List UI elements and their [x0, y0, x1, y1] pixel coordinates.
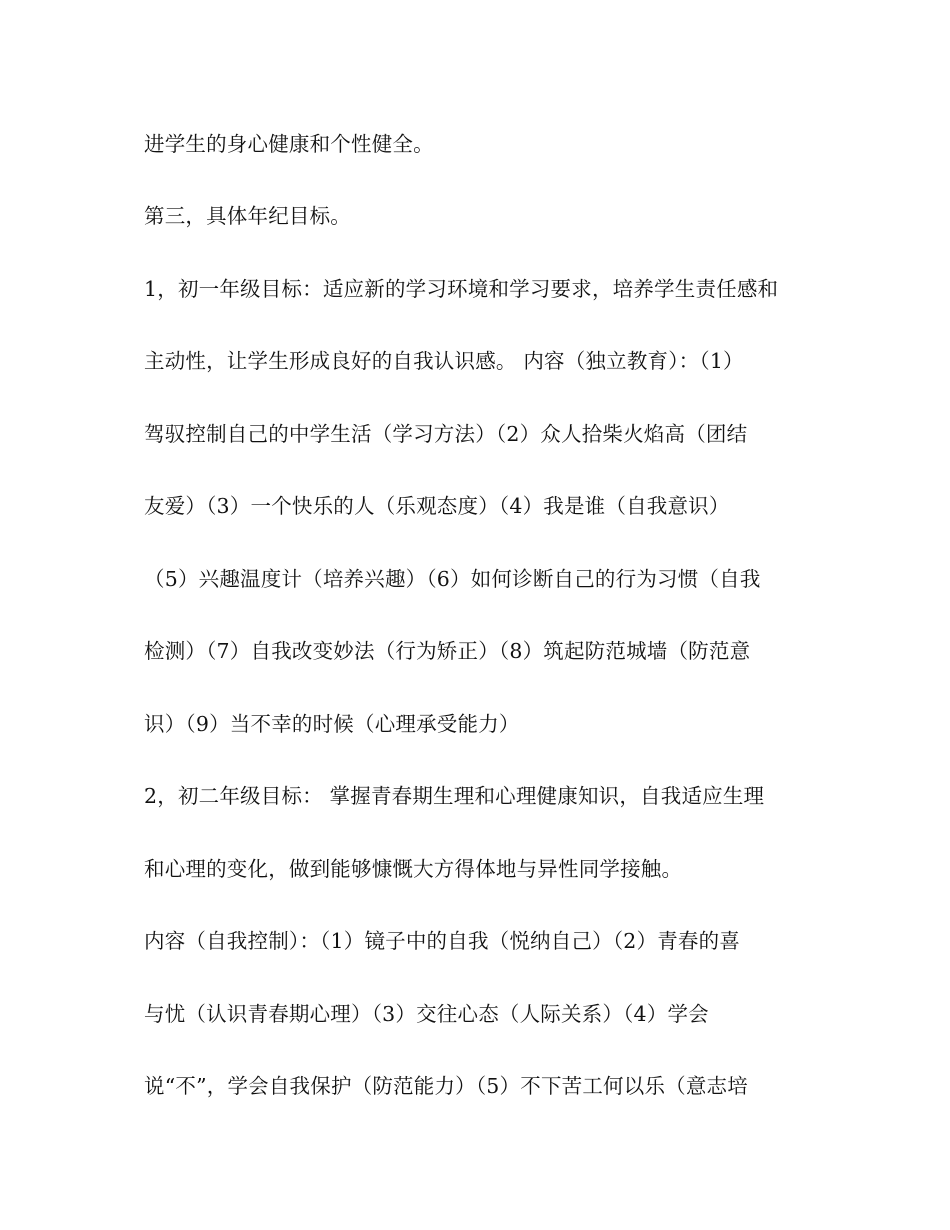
text-line: （5）兴趣温度计（培养兴趣）（6）如何诊断自己的行为习惯（自我: [144, 567, 761, 591]
text-line: 识）（9）当不幸的时候（心理承受能力）: [144, 712, 520, 736]
text-line: 检测）（7）自我改变妙法（行为矫正）（8）筑起防范城墙（防范意: [144, 639, 751, 663]
text-line: 主动性，让学生形成良好的自我认识感。 内容（独立教育）：（1）: [144, 349, 744, 373]
text-line: 内容（自我控制）：（1）镜子中的自我（悦纳自己）（2）青春的喜: [144, 929, 741, 953]
text-line: 进学生的身心健康和个性健全。: [144, 132, 434, 156]
text-line: 2，初二年级目标： 掌握青春期生理和心理健康知识，自我适应生理: [144, 784, 765, 808]
text-line: 友爱）（3）一个快乐的人（乐观态度）（4）我是谁（自我意识）: [144, 494, 730, 518]
text-line: 和心理的变化，做到能够慷慨大方得体地与异性同学接触。: [144, 857, 683, 881]
text-line: 驾驭控制自己的中学生活（学习方法）（2）众人拾柴火焰高（团结: [144, 422, 748, 446]
text-line: 说“不”，学会自我保护（防范能力）（5）不下苦工何以乐（意志培: [144, 1074, 748, 1098]
text-line: 与忧（认识青春期心理）（3）交往心态（人际关系）（4）学会: [144, 1002, 709, 1026]
text-line: 1，初一年级目标：适应新的学习环境和学习要求，培养学生责任感和: [144, 277, 779, 301]
text-line: 第三，具体年纪目标。: [144, 204, 351, 228]
